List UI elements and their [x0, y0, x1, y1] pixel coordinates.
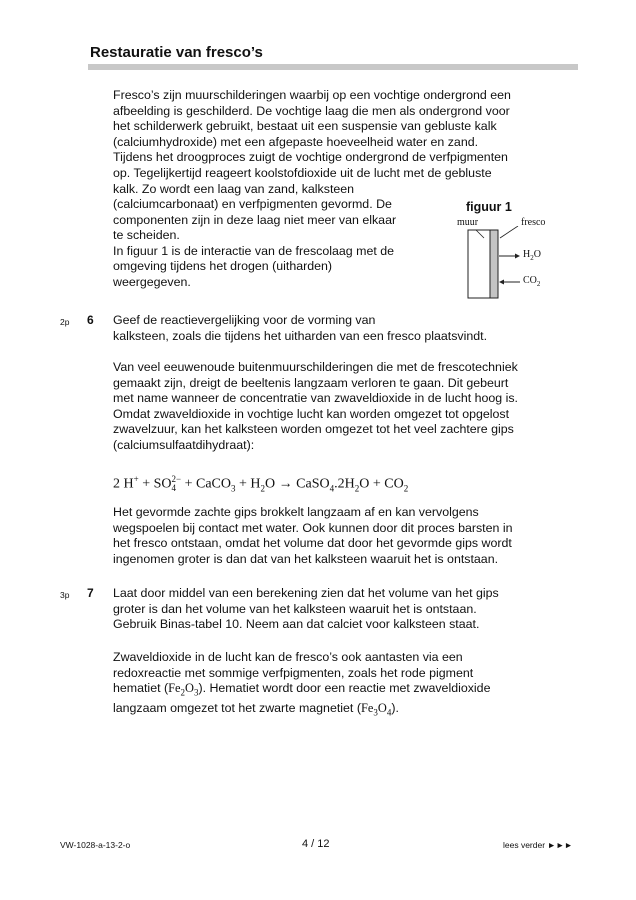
text-line: groter is dan het volume van het kalksteen waaruit het is ontstaan.: [113, 601, 477, 616]
eq-term: O: [265, 476, 276, 492]
intro-paragraph: [113, 88, 573, 197]
figure-title: figuur 1: [466, 200, 512, 214]
body-paragraph: [113, 650, 573, 721]
text-line: Geef de reactievergelijking voor de vorming van: [113, 313, 376, 327]
eq-term: CaCO: [196, 476, 231, 492]
eq-term: O: [359, 476, 370, 492]
formula: O: [185, 681, 194, 696]
body-paragraph: [113, 505, 573, 567]
eq-sup: +: [133, 474, 139, 484]
formula: Fe: [168, 681, 181, 696]
eq-sub: 4: [171, 483, 177, 494]
text-line: het fresco ontstaan, omdat het volume dat door het gevormde gips wordt: [113, 536, 512, 551]
eq-term: CO: [384, 476, 404, 492]
text-line: Het gevormde zachte gips brokkelt langzaam af en kan vervolgens: [113, 505, 479, 519]
text-line: het schilderwerk gebruikt, bestaat uit een suspensie van gebluste kalk: [113, 119, 497, 134]
text-line: Zwaveldioxide in de lucht kan de fresco’s ook aantasten via een: [113, 650, 463, 664]
figure-diagram: [460, 226, 530, 302]
text-line: zwavelzuur, kan het kalksteen worden omgezet tot het veel zachtere gips: [113, 422, 514, 437]
header-rule: [88, 64, 578, 70]
h2o-sub: 2: [530, 254, 534, 262]
text-line: wegspoelen bij contact met water. Ook kunnen door dit proces barsten in: [113, 520, 513, 535]
label-h2o: [523, 249, 541, 262]
text-line: In figuur 1 is de interactie van de frescolaag met de: [113, 243, 395, 258]
eq-term: 2 H: [113, 476, 134, 492]
footer-code: VW-1028-a-13-2-o: [60, 840, 131, 850]
text-line: kalk. Zo wordt een laag van zand, kalksteen: [113, 181, 355, 196]
question-number: 6: [87, 313, 94, 327]
label-co2: [523, 275, 540, 288]
co2-text: CO: [523, 275, 537, 286]
text-fragment: langzaam omgezet tot het zwarte magnetiet (: [113, 701, 361, 716]
text-line: te scheiden.: [113, 228, 180, 243]
question-number: 7: [87, 586, 94, 600]
text-line: (calciumhydroxide) met een afgepaste hoeveelheid water en zand.: [113, 134, 479, 149]
text-line: [113, 701, 573, 721]
text-line: (calciumcarbonaat) en verfpigmenten gevormd. De: [113, 197, 392, 211]
eq-term: H: [250, 476, 261, 492]
label-wall: muur: [457, 217, 479, 228]
text-line: Fresco’s zijn muurschilderingen waarbij op een vochtige ondergrond een: [113, 88, 511, 102]
text-line: [113, 681, 573, 701]
fresco-pointer: [500, 226, 518, 238]
eq-term: .2H: [334, 476, 355, 492]
intro-paragraph-narrow: [113, 197, 433, 291]
question-6-text: [113, 313, 573, 344]
eq-sub: 2: [403, 483, 409, 494]
h2o-end: O: [533, 249, 541, 260]
formula: Fe: [360, 701, 374, 716]
eq-term: SO: [153, 476, 172, 492]
formula-sub: 2: [180, 687, 185, 698]
fresco-layer: [490, 230, 498, 298]
text-line: met name wanneer de concentratie van zwaveldioxide in de lucht hoog is.: [113, 391, 519, 406]
formula-sub: 3: [373, 707, 378, 718]
reaction-equation: [113, 474, 408, 493]
text-fragment: hematiet (: [113, 681, 169, 696]
text-line: Tijdens het droogproces zuigt de vochtige ondergrond de verfpigmenten: [113, 150, 508, 165]
text-line: afbeelding is geschilderd. De vochtige laag die men als ondergrond voor: [113, 103, 510, 118]
formula: O: [377, 701, 387, 716]
formula-sub: 3: [193, 687, 199, 698]
text-line: gemaakt zijn, dreigt de beeltenis langzaam verloren te gaan. Dit gebeurt: [113, 375, 509, 390]
eq-sub: 4: [329, 483, 335, 494]
question-7-text: [113, 586, 573, 633]
page-title: Restauratie van fresco’s: [90, 44, 263, 61]
formula-sub: 4: [386, 707, 392, 718]
eq-op: +: [181, 476, 196, 492]
text-line: op. Tegelijkertijd reageert koolstofdioxide uit de lucht met de gebluste: [113, 165, 492, 180]
text-line: Gebruik Binas-tabel 10. Neem aan dat calciet voor kalksteen staat.: [113, 617, 480, 632]
wall-layer: [468, 230, 490, 298]
text-line: weergegeven.: [113, 274, 191, 289]
eq-op: +: [235, 476, 251, 492]
footer-next: lees verder ►►►: [503, 840, 573, 850]
text-line: componenten zijn in deze laag niet meer van elkaar: [113, 212, 397, 227]
eq-term: CaSO: [296, 476, 330, 492]
question-points: 2p: [60, 317, 70, 327]
eq-sub: 2: [260, 483, 266, 494]
text-fragment: ).: [391, 701, 399, 716]
text-line: omgeving tijdens het drogen (uitharden): [113, 259, 333, 274]
label-fresco: fresco: [521, 217, 546, 228]
eq-sub: 2: [354, 483, 360, 494]
eq-sup: 2−: [171, 474, 182, 485]
question-points: 3p: [60, 590, 70, 600]
eq-op: +: [369, 476, 385, 492]
text-line: kalksteen, zoals die tijdens het uitharden van een fresco plaatsvindt.: [113, 328, 488, 343]
body-paragraph: [113, 360, 573, 454]
footer-page-number: 4 / 12: [302, 838, 330, 850]
text-line: ingenomen groter is dan dat van het kalksteen waaruit het is ontstaan.: [113, 551, 499, 566]
co2-sub: 2: [536, 280, 541, 288]
text-fragment: ). Hematiet wordt door een reactie met zwaveldioxide: [198, 681, 491, 696]
co2-arrowhead: [499, 280, 504, 285]
eq-sub: 3: [231, 483, 236, 494]
text-line: (calciumsulfaatdihydraat):: [113, 437, 255, 452]
h2o-text: H: [523, 249, 531, 260]
text-line: Laat door middel van een berekening zien dat het volume van het gips: [113, 586, 499, 600]
text-line: redoxreactie met sommige verfpigmenten, zoals het rode pigment: [113, 665, 474, 680]
eq-op: +: [138, 476, 154, 492]
eq-arrow: →: [275, 476, 297, 492]
text-line: Van veel eeuwenoude buitenmuurschilderingen die met de frescotechniek: [113, 360, 518, 374]
text-line: Omdat zwaveldioxide in vochtige lucht kan worden omgezet tot opgelost: [113, 406, 510, 421]
h2o-arrowhead: [515, 254, 520, 259]
